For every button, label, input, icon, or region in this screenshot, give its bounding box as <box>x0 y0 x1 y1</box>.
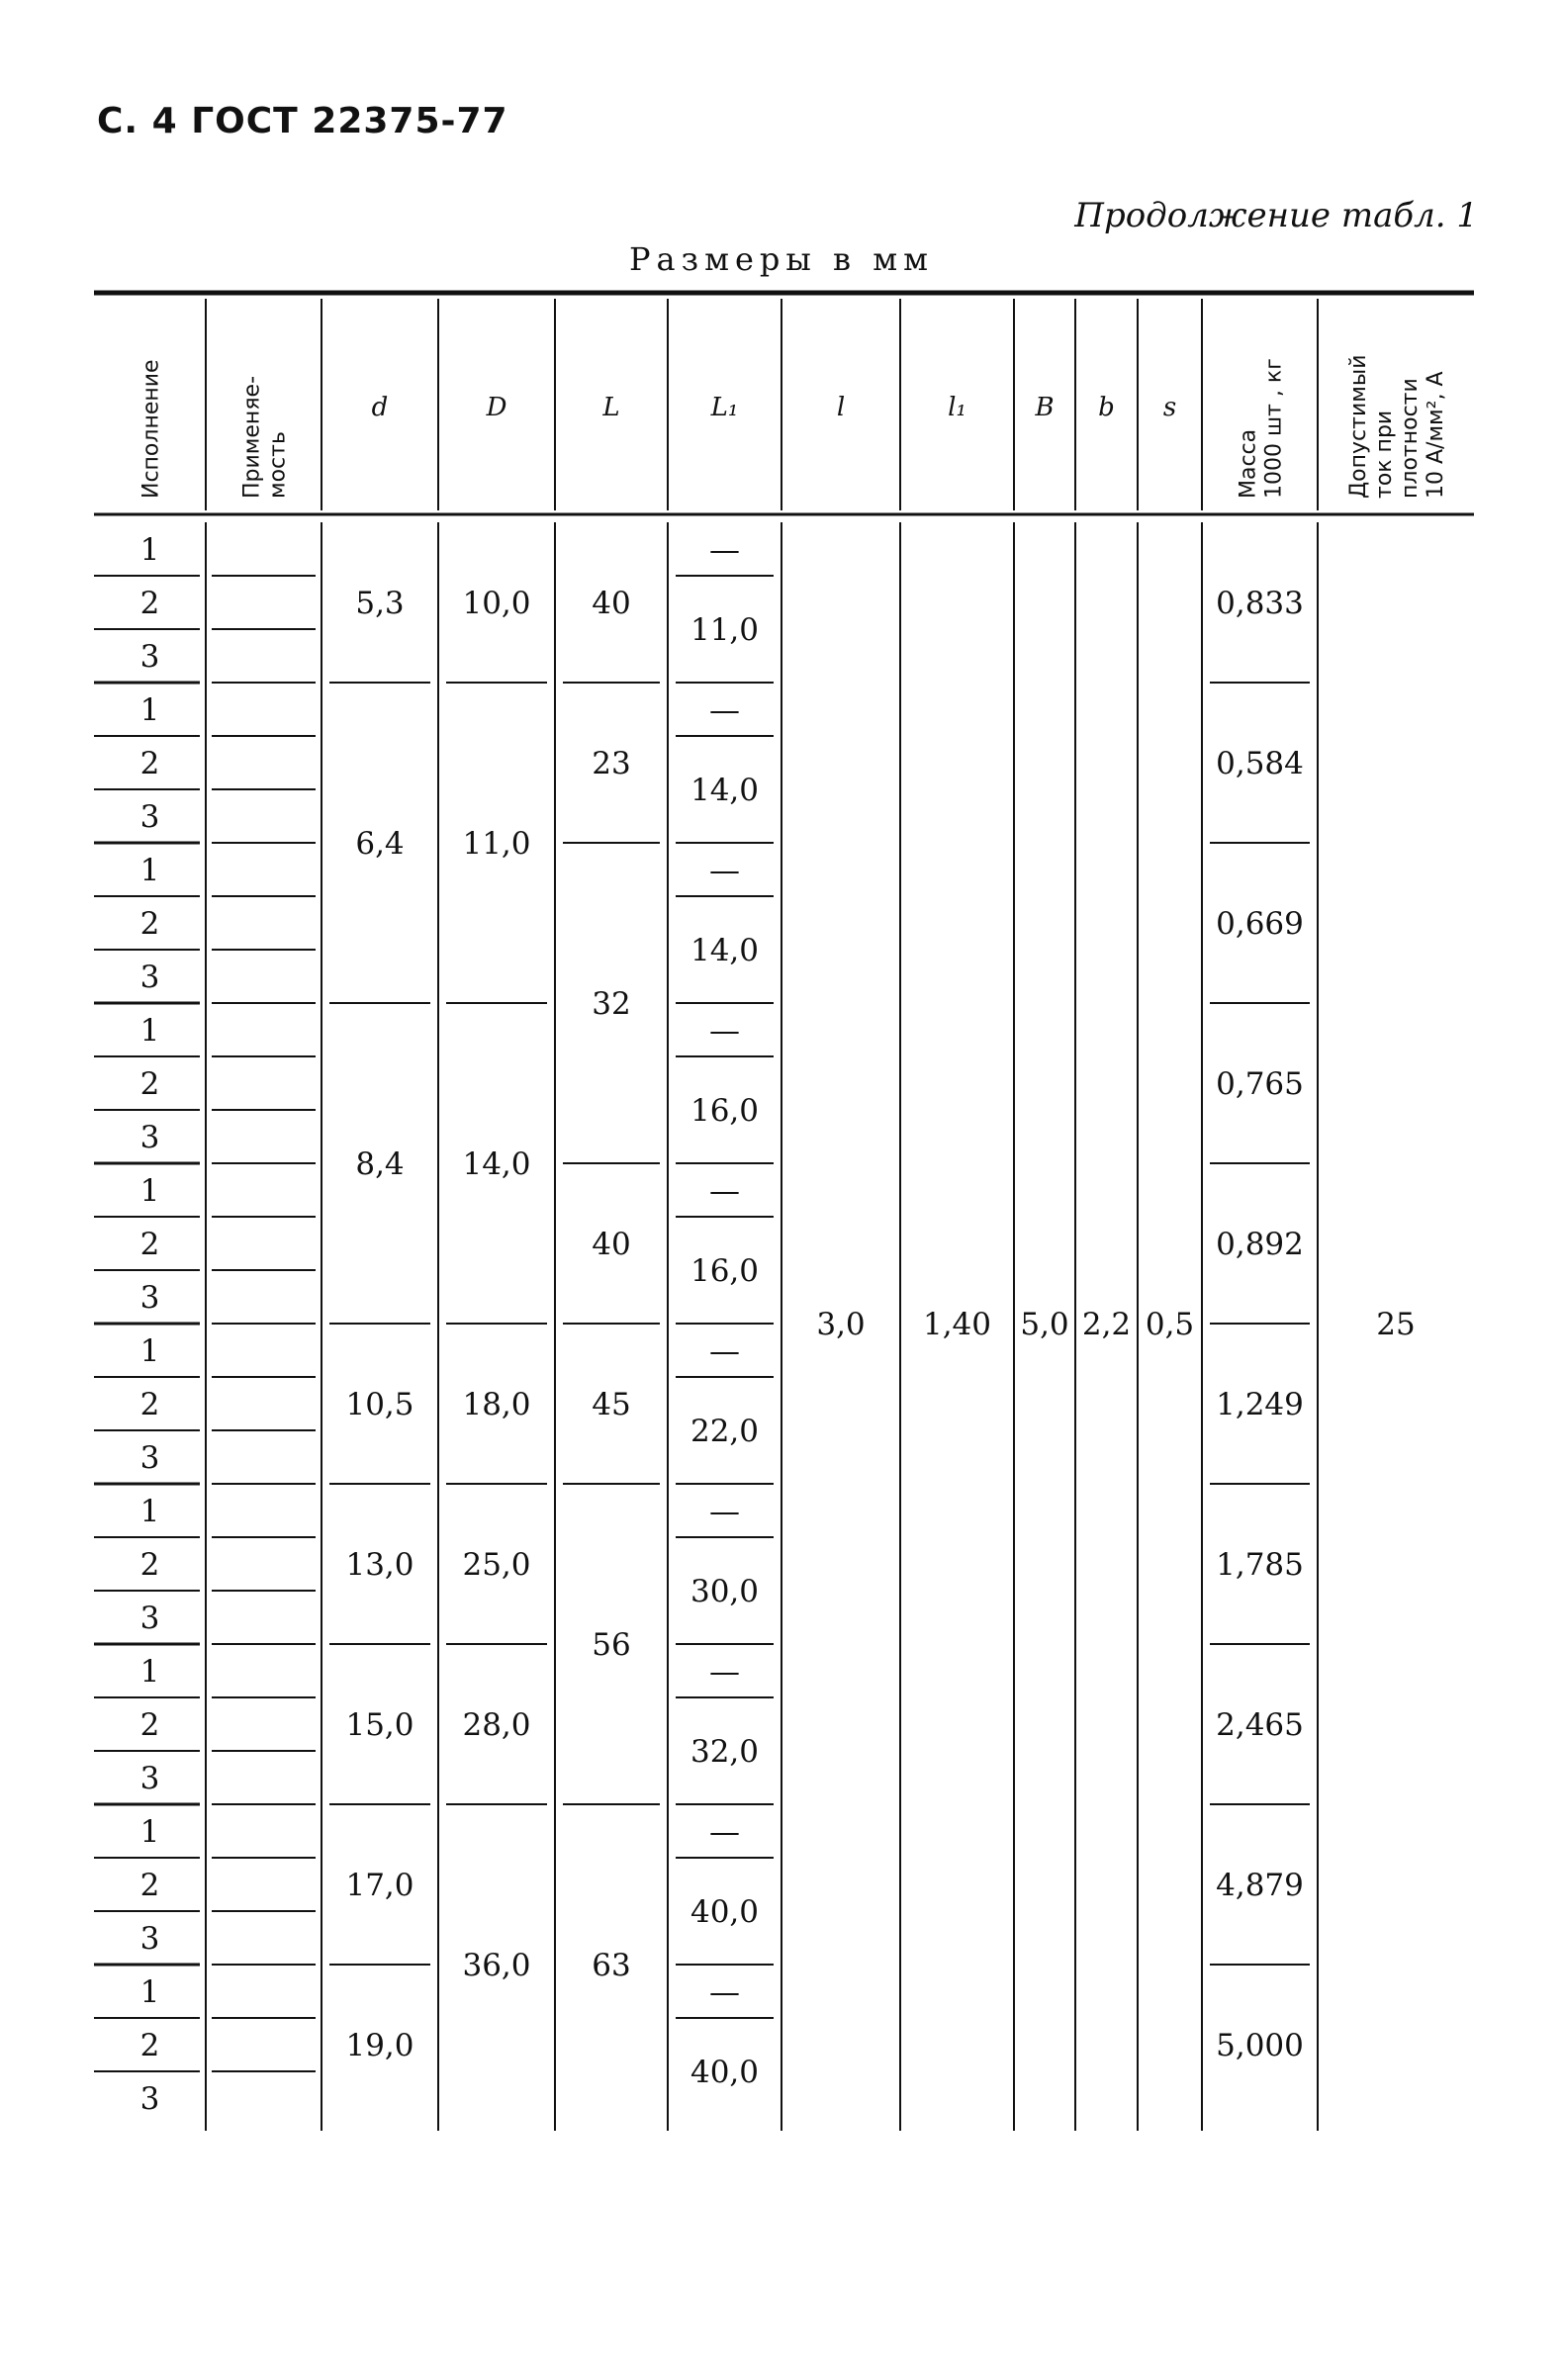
column-header-ispolnenie <box>139 359 164 499</box>
ispolnenie-cell: 1 <box>139 1173 160 1209</box>
column-header-primenyaemost <box>240 376 291 499</box>
L-cell: 40 <box>592 586 631 621</box>
L1-dash: — <box>709 1013 740 1049</box>
column-header-D: D <box>486 393 507 422</box>
column-header-L1: L₁ <box>710 393 739 422</box>
ispolnenie-cell: 3 <box>139 1761 160 1796</box>
table-continuation-note: Продолжение табл. 1 <box>1074 196 1478 235</box>
L-cell: 40 <box>592 1227 631 1262</box>
common-l-cell: 3,0 <box>816 1307 866 1342</box>
L1-dash: — <box>709 1974 740 2010</box>
d-cell: 17,0 <box>345 1868 414 1903</box>
ispolnenie-cell: 3 <box>139 960 160 995</box>
ispolnenie-cell: 2 <box>139 1066 160 1102</box>
common-b-cell: 2,2 <box>1081 1307 1132 1342</box>
d-cell: 6,4 <box>355 826 405 862</box>
column-header-b: b <box>1098 393 1115 422</box>
ispolnenie-cell: 3 <box>139 639 160 675</box>
column-header-line: ток при <box>1372 410 1397 499</box>
ispolnenie-cell: 3 <box>139 1921 160 1957</box>
L1-value: 14,0 <box>690 933 760 968</box>
column-header-line: 1000 шт , кг <box>1261 358 1287 499</box>
column-header-d: d <box>371 393 389 422</box>
massa-cell: 0,669 <box>1216 906 1304 942</box>
column-header-l: l <box>836 393 846 422</box>
column-header-line: Масса <box>1236 428 1261 499</box>
common-tok-cell: 25 <box>1376 1307 1416 1342</box>
massa-cell: 1,785 <box>1216 1547 1304 1583</box>
D-cell: 14,0 <box>462 1146 531 1182</box>
L1-dash: — <box>709 1494 740 1529</box>
column-header-massa <box>1237 358 1287 499</box>
ispolnenie-cell: 2 <box>139 1387 160 1422</box>
d-cell: 10,5 <box>345 1387 414 1422</box>
L1-value: 22,0 <box>690 1414 760 1449</box>
ispolnenie-cell: 3 <box>139 1601 160 1636</box>
common-s-cell: 0,5 <box>1145 1307 1195 1342</box>
ispolnenie-cell: 1 <box>139 1494 160 1529</box>
L1-dash: — <box>709 853 740 888</box>
L1-value: 32,0 <box>690 1734 760 1770</box>
ispolnenie-cell: 1 <box>139 1974 160 2010</box>
column-header-line: Применяе- <box>239 375 265 499</box>
ispolnenie-cell: 1 <box>139 853 160 888</box>
D-cell: 28,0 <box>462 1707 531 1743</box>
D-cell: 25,0 <box>462 1547 531 1583</box>
ispolnenie-cell: 2 <box>139 906 160 942</box>
L1-dash: — <box>709 532 740 568</box>
ispolnenie-cell: 3 <box>139 799 160 835</box>
L1-dash: — <box>709 1814 740 1850</box>
column-header-tok <box>1346 354 1448 499</box>
column-header-l1: l₁ <box>948 393 966 422</box>
D-cell: 18,0 <box>462 1387 531 1422</box>
d-cell: 15,0 <box>345 1707 414 1743</box>
column-header-line: Исполнение <box>138 359 164 499</box>
ispolnenie-cell: 2 <box>139 1547 160 1583</box>
L1-dash: — <box>709 1173 740 1209</box>
massa-cell: 0,892 <box>1216 1227 1304 1262</box>
ispolnenie-cell: 1 <box>139 692 160 728</box>
L1-value: 16,0 <box>690 1093 760 1129</box>
ispolnenie-cell: 1 <box>139 1333 160 1369</box>
ispolnenie-cell: 2 <box>139 586 160 621</box>
L1-value: 40,0 <box>690 1894 760 1930</box>
column-header-s: s <box>1162 393 1177 422</box>
ispolnenie-cell: 3 <box>139 1280 160 1316</box>
massa-cell: 2,465 <box>1216 1707 1304 1743</box>
column-header-line: мость <box>265 431 291 499</box>
ispolnenie-cell: 3 <box>139 2081 160 2117</box>
ispolnenie-cell: 1 <box>139 1013 160 1049</box>
common-B-cell: 5,0 <box>1020 1307 1069 1342</box>
d-cell: 19,0 <box>345 2028 414 2063</box>
massa-cell: 1,249 <box>1216 1387 1304 1422</box>
ispolnenie-cell: 1 <box>139 1654 160 1690</box>
L1-value: 14,0 <box>690 773 760 808</box>
L1-dash: — <box>709 692 740 728</box>
column-header-line: 10 А/мм², А <box>1424 371 1448 499</box>
ispolnenie-cell: 3 <box>139 1120 160 1155</box>
D-cell: 36,0 <box>462 1948 531 1983</box>
L-cell: 63 <box>592 1948 631 1983</box>
massa-cell: 4,879 <box>1216 1868 1304 1903</box>
L-cell: 56 <box>592 1627 631 1663</box>
L1-value: 11,0 <box>690 612 760 648</box>
massa-cell: 0,833 <box>1216 586 1304 621</box>
L1-dash: — <box>709 1333 740 1369</box>
column-header-B: B <box>1035 393 1055 422</box>
column-header-L: L <box>602 393 620 422</box>
massa-cell: 5,000 <box>1216 2028 1304 2063</box>
ispolnenie-cell: 2 <box>139 746 160 781</box>
d-cell: 5,3 <box>355 586 405 621</box>
massa-cell: 0,584 <box>1216 746 1304 781</box>
d-cell: 8,4 <box>355 1146 405 1182</box>
L1-value: 30,0 <box>690 1574 760 1609</box>
units-caption: Размеры в мм <box>629 240 934 278</box>
ispolnenie-cell: 2 <box>139 1868 160 1903</box>
D-cell: 11,0 <box>462 826 531 862</box>
column-header-line: плотности <box>1398 378 1423 499</box>
ispolnenie-cell: 1 <box>139 1814 160 1850</box>
L1-value: 40,0 <box>690 2055 760 2090</box>
D-cell: 10,0 <box>462 586 531 621</box>
ispolnenie-cell: 2 <box>139 1227 160 1262</box>
massa-cell: 0,765 <box>1216 1066 1304 1102</box>
page-header: С. 4 ГОСТ 22375-77 <box>97 101 508 141</box>
d-cell: 13,0 <box>345 1547 414 1583</box>
ispolnenie-cell: 2 <box>139 2028 160 2063</box>
ispolnenie-cell: 2 <box>139 1707 160 1743</box>
L1-value: 16,0 <box>690 1253 760 1289</box>
ispolnenie-cell: 1 <box>139 532 160 568</box>
L-cell: 23 <box>592 746 631 781</box>
L-cell: 32 <box>592 986 631 1022</box>
L-cell: 45 <box>592 1387 631 1422</box>
column-header-line: Допустимый <box>1346 354 1371 499</box>
L1-dash: — <box>709 1654 740 1690</box>
common-l1-cell: 1,40 <box>922 1307 992 1342</box>
ispolnenie-cell: 3 <box>139 1440 160 1476</box>
